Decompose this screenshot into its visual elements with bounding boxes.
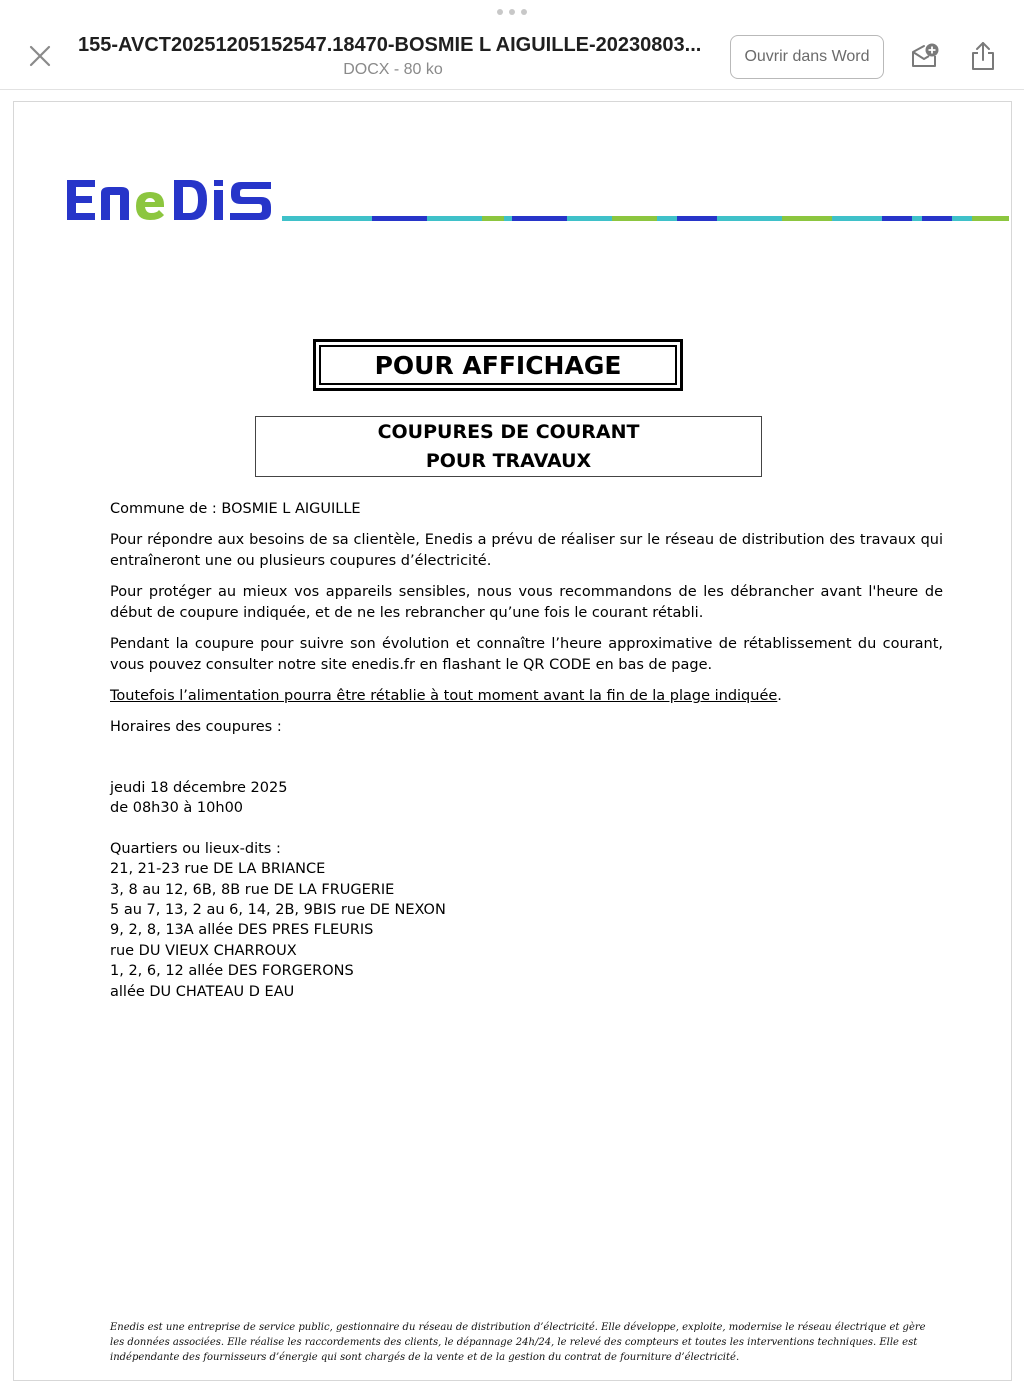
sheet-grabber-handle[interactable]	[497, 8, 527, 16]
document-body	[110, 499, 943, 1002]
document-viewer-toolbar	[0, 0, 1024, 90]
mail-button[interactable]	[907, 38, 943, 74]
document-title: POUR AFFICHAGE	[319, 345, 677, 385]
place-item: 5 au 7, 13, 2 au 6, 14, 2B, 9BIS rue DE NEXON	[110, 902, 446, 919]
commune-line: Commune de : BOSMIE L AIGUILLE	[110, 501, 361, 517]
notice-underlined-text: Toutefois l’alimentation pourra être rétablie à tout moment avant la fin de la plage indiquée	[110, 688, 778, 704]
schedule-label: Horaires des coupures :	[110, 719, 282, 735]
file-meta: DOCX - 80 ko	[343, 61, 443, 78]
title-box	[313, 339, 683, 391]
place-item: 3, 8 au 12, 6B, 8B rue DE LA FRUGERIE	[110, 881, 395, 898]
places-label: Quartiers ou lieux-dits :	[110, 840, 281, 857]
paragraph-appareils: Pour protéger au mieux vos appareils sensibles, nous vous recommandons de les débrancher avant l'heure de début de coupure indiquée, et de ne les rebrancher qu’une fois le courant rétabli.	[110, 584, 943, 621]
outage-date: jeudi 18 décembre 2025	[110, 780, 288, 796]
close-icon	[28, 44, 52, 68]
notice-period: .	[777, 688, 782, 704]
paragraph-clientele: Pour répondre aux besoins de sa clientèle, Enedis a prévu de réaliser sur le réseau de distribution des travaux qui entraîneront une ou plusieurs coupures d’électricité.	[110, 532, 943, 569]
subtitle-line-1: COUPURES DE COURANT	[377, 421, 640, 443]
mail-add-icon	[910, 42, 940, 70]
file-name: 155-AVCT20251205152547.18470-BOSMIE L AIGUILLE-20230803...	[78, 34, 702, 56]
legal-footer: Enedis est une entreprise de service public, gestionnaire du réseau de distribution d’électricité. Elle développe, exploite, modernise le réseau électrique et gère les données associées. Elle réalise les raccordements des clients, le dépannage 24h/24, le relevé des compteurs et toutes les interventions techniques. Elle est indépendante des fournisseurs d’énergie qui sont chargés de la vente et de la gestion du contrat de fourniture d’électricité.	[110, 1322, 926, 1363]
notice-paragraph	[110, 686, 943, 707]
share-icon	[970, 41, 996, 71]
enedis-logo	[65, 175, 277, 225]
open-in-word-button[interactable]: Ouvrir dans Word	[730, 35, 884, 79]
enedis-header-stripe	[282, 216, 1009, 221]
share-button[interactable]	[965, 38, 1001, 74]
outage-time-range: de 08h30 à 10h00	[110, 800, 244, 817]
place-item: rue DU VIEUX CHARROUX	[110, 942, 297, 959]
place-item: 1, 2, 6, 12 allée DES FORGERONS	[110, 963, 354, 980]
paragraph-suivi: Pendant la coupure pour suivre son évolution et connaître l’heure approximative de rétablissement du courant, vous pouvez consulter notre site enedis.fr en flashant le QR CODE en bas de page.	[110, 636, 943, 673]
subtitle-box	[255, 416, 762, 477]
place-item: allée DU CHATEAU D EAU	[110, 983, 295, 1000]
subtitle-line-2: POUR TRAVAUX	[425, 450, 592, 472]
place-item: 21, 21-23 rue DE LA BRIANCE	[110, 861, 326, 878]
place-item: 9, 2, 8, 13A allée DES PRES FLEURIS	[110, 922, 374, 939]
close-button[interactable]	[22, 38, 58, 74]
document-page[interactable]	[13, 101, 1012, 1381]
